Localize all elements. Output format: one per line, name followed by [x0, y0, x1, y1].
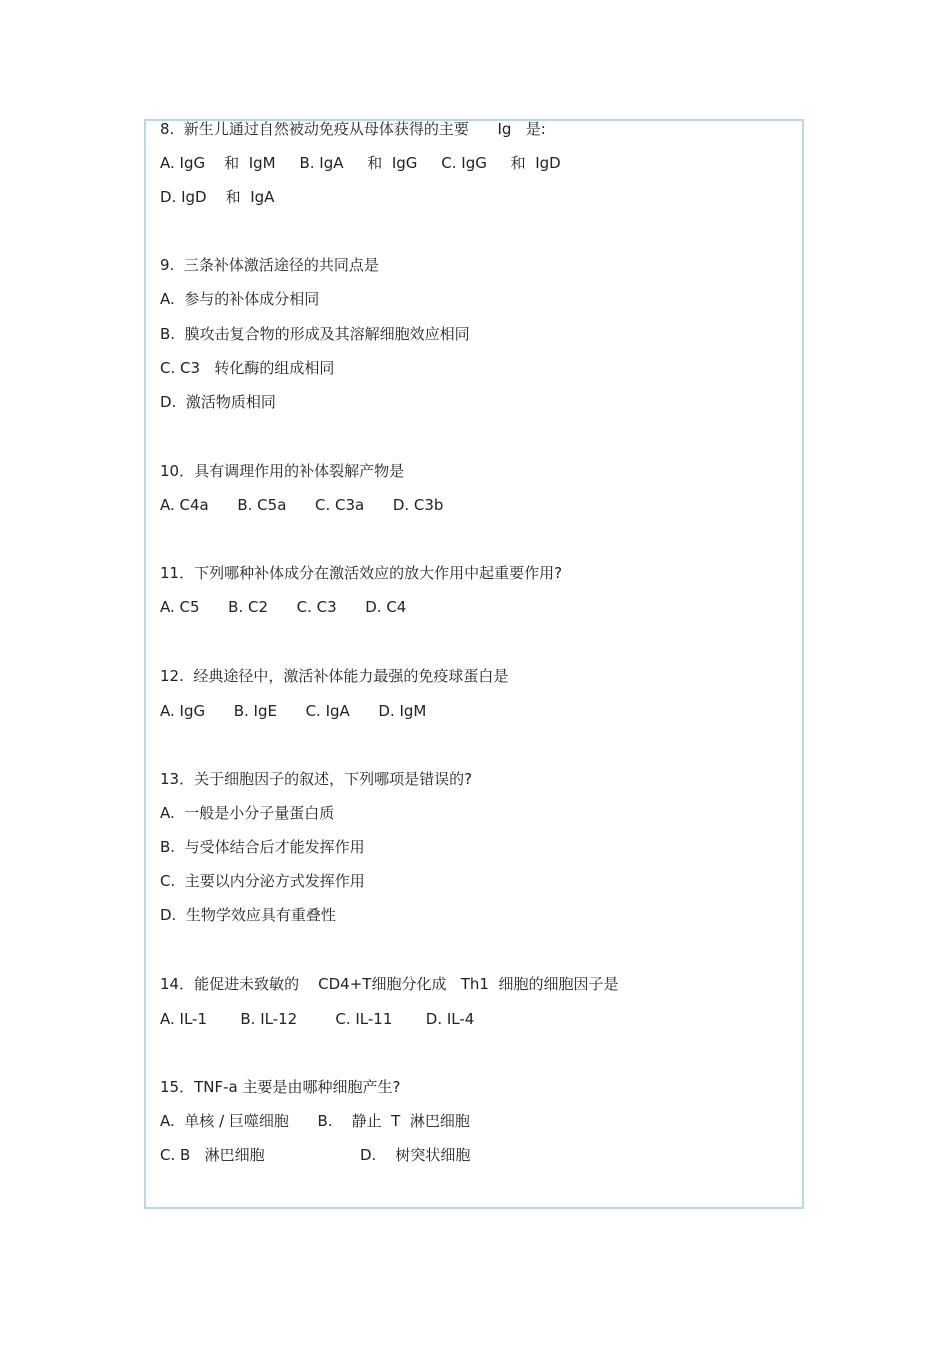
- question-13-option-c: C. 主要以内分泌方式发挥作用: [160, 872, 365, 890]
- question-8-options-1: A. IgG 和 IgM B. IgA 和 IgG C. IgG 和 IgD: [160, 154, 561, 172]
- question-frame: [144, 119, 804, 1209]
- question-9-option-a: A. 参与的补体成分相同: [160, 290, 320, 308]
- question-13-option-d: D. 生物学效应具有重叠性: [160, 906, 336, 924]
- question-8-options-2: D. IgD 和 IgA: [160, 188, 275, 206]
- question-13-option-b: B. 与受体结合后才能发挥作用: [160, 838, 365, 856]
- question-13-option-a: A. 一般是小分子量蛋白质: [160, 804, 335, 822]
- question-10-stem: 10．具有调理作用的补体裂解产物是: [160, 462, 405, 480]
- question-10-options: A. C4a B. C5a C. C3a D. C3b: [160, 496, 444, 514]
- question-15-stem: 15．TNF-a 主要是由哪种细胞产生?: [160, 1078, 401, 1096]
- question-15-options-2: C. B 淋巴细胞 D. 树突状细胞: [160, 1146, 471, 1164]
- question-12-stem: 12. 经典途径中，激活补体能力最强的免疫球蛋白是: [160, 667, 509, 685]
- question-8-stem: 8. 新生儿通过自然被动免疫从母体获得的主要 Ig 是:: [160, 120, 546, 138]
- question-9-stem: 9. 三条补体激活途径的共同点是: [160, 256, 379, 274]
- question-14-options: A. IL-1 B. IL-12 C. IL-11 D. IL-4: [160, 1010, 475, 1028]
- question-11-options: A. C5 B. C2 C. C3 D. C4: [160, 598, 407, 616]
- question-9-option-c: C. C3 转化酶的组成相同: [160, 359, 335, 377]
- question-11-stem: 11．下列哪种补体成分在激活效应的放大作用中起重要作用?: [160, 564, 563, 582]
- question-13-stem: 13．关于细胞因子的叙述，下列哪项是错误的?: [160, 770, 473, 788]
- question-14-stem: 14．能促进未致敏的 CD4+T细胞分化成 Th1 细胞的细胞因子是: [160, 975, 619, 993]
- question-9-option-d: D. 激活物质相同: [160, 393, 276, 411]
- question-12-options: A. IgG B. IgE C. IgA D. IgM: [160, 702, 427, 720]
- question-15-options-1: A. 单核 / 巨噬细胞 B. 静止 T 淋巴细胞: [160, 1112, 470, 1130]
- question-9-option-b: B. 膜攻击复合物的形成及其溶解细胞效应相同: [160, 325, 470, 343]
